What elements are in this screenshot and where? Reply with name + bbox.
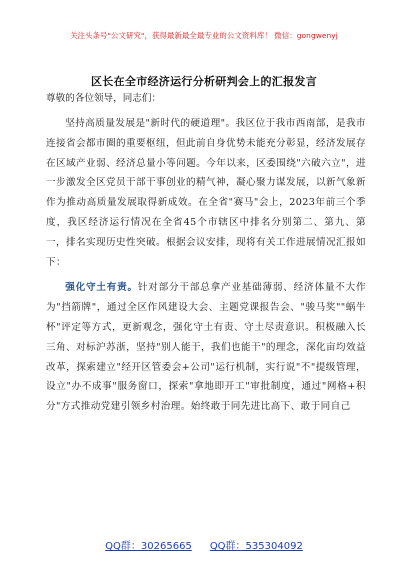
section-body: 针对部分干部总拿产业基础薄弱、经济体量不大作为"挡箭牌"，通过全区作风建设大会、主题党课报告会、"骏马奖""蜗牛杯"评定等方式，更新观念，强化守土有责、守土尽责意识。积极融入长三角、对标沪苏浙，坚持"别人能干，我们也能干"的理念，深化亩均效益改革，探索建立"经开区管委会+公司"运行机制，实行说"不"提级管理，设立"办不成事"服务窗口，探索"拿地即开工"审批制度，通过"网格+积分"方式推动党建引领乡村治理。始终敢于同先进比高下、敢于同自己 — [46, 282, 366, 413]
document-body — [46, 90, 366, 417]
footer-contact — [0, 537, 408, 552]
section-heading: 强化守土有责。 — [65, 282, 138, 294]
qq-group-link-1[interactable]: QQ群：30265665 — [105, 541, 192, 552]
paragraph-intro: 坚持高质量发展是"新时代的硬道理"。我区位于我市西南部，是我市连接省会都市圈的重要枢纽，但此前自身优势未能充分彰显，经济发展存在区域产业弱、经济总量小等问题。今年以来，区委围绕"六破六立"，进一步激发全区党员干部干事创业的精气神，凝心聚力谋发展，以新气象新作为推动高质量发展取得新成效。在全省"赛马"会上，2023年前三个季度，我区经济运行情况在全省45个市辖区中排名分别第二、第九、第一，排名实现历史性突破。根据会议安排，现将有关工作进展情况汇报如下： — [46, 118, 366, 268]
document-title: 区长在全市经济运行分析研判会上的汇报发言 — [91, 75, 317, 88]
qq-group-link-2[interactable]: QQ群：535304092 — [209, 541, 303, 552]
paragraph-section-1 — [46, 278, 366, 417]
header-promo-banner: 关注头条号"公文研究"，获得最新最全最专业的公文资料库！ 微信：gongwenyj — [70, 31, 338, 40]
salutation: 尊敬的各位领导，同志们： — [46, 93, 162, 104]
